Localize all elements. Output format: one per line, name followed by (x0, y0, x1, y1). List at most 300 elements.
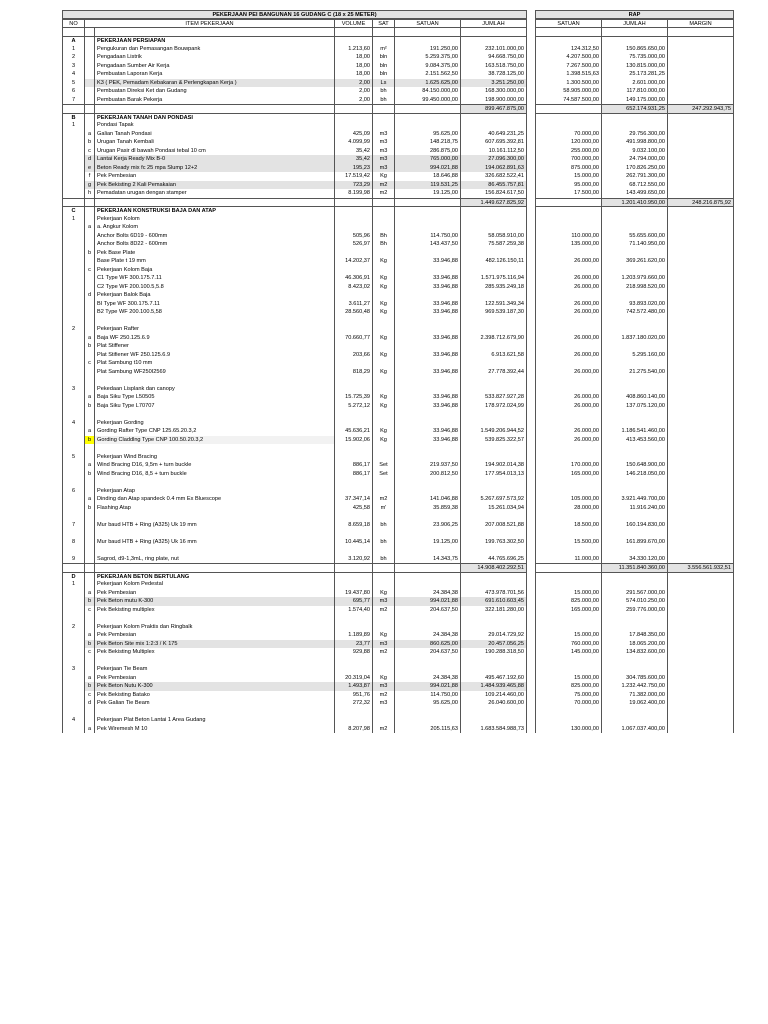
cell-margin (667, 138, 734, 147)
cell-sub: b (84, 138, 94, 147)
cell-rap-jumlah: 19.062.400,00 (601, 699, 667, 708)
cell-no (62, 691, 84, 700)
cell-volume (334, 563, 372, 572)
cell-satuan: 119.531,25 (394, 181, 460, 190)
cell-sat (372, 572, 394, 581)
cell-no (62, 164, 84, 173)
cell-volume (334, 206, 372, 215)
cell-rap-satuan: 1.398.515,63 (535, 70, 601, 79)
cell-rap-jumlah: 408.860.140,00 (601, 393, 667, 402)
cell-item: Anchor Bolts 6D19 - 600mm (94, 232, 334, 241)
cell-jumlah: 473.978.701,56 (460, 589, 527, 598)
cell-item (94, 657, 334, 666)
cell-margin (667, 45, 734, 54)
cell-satuan (394, 249, 460, 258)
table-row (62, 597, 734, 606)
cell-sat: bh (372, 87, 394, 96)
col-item: ITEM PEKERJAAN (84, 19, 334, 28)
cell-satuan (394, 410, 460, 419)
cell-sub (84, 665, 94, 674)
cell-margin (667, 461, 734, 470)
cell-sat (372, 198, 394, 207)
cell-no (62, 342, 84, 351)
cell-sat (372, 104, 394, 113)
cell-margin (667, 79, 734, 88)
cell-sub (84, 521, 94, 530)
cell-margin (667, 376, 734, 385)
cell-no (62, 291, 84, 300)
col-jumlah: JUMLAH (460, 19, 527, 28)
cell-jumlah (460, 249, 527, 258)
cell-jumlah: 20.457.056,25 (460, 640, 527, 649)
cell-no: 1 (62, 580, 84, 589)
cell-no (62, 512, 84, 521)
cell-volume: 818,29 (334, 368, 372, 377)
cell-volume: 695,77 (334, 597, 372, 606)
cell-satuan: 219.937,50 (394, 461, 460, 470)
cell-sub: b (84, 402, 94, 411)
cell-no (62, 606, 84, 615)
cell-rap-satuan (535, 453, 601, 462)
cell-sub: b (84, 436, 94, 445)
cell-satuan: 24.384,38 (394, 589, 460, 598)
cell-volume (334, 121, 372, 130)
cell-satuan (394, 487, 460, 496)
cell-satuan: 33.946,88 (394, 436, 460, 445)
cell-volume (334, 28, 372, 37)
cell-jumlah: 495.467.192,60 (460, 674, 527, 683)
cell-sub (84, 614, 94, 623)
table-row (62, 87, 734, 96)
cell-margin (667, 623, 734, 632)
table-row (62, 62, 734, 71)
cell-item: Pekerjaan Tie Beam (94, 665, 334, 674)
table-row (62, 580, 734, 589)
cell-sat: Bh (372, 232, 394, 241)
cell-margin (667, 155, 734, 164)
cell-no (62, 436, 84, 445)
cell-sub (84, 70, 94, 79)
cell-rap-jumlah: 1.837.180.020,00 (601, 334, 667, 343)
cell-jumlah: 899.467.875,00 (460, 104, 527, 113)
table-row (62, 147, 734, 156)
cell-rap-satuan: 11.000,00 (535, 555, 601, 564)
cell-satuan (394, 716, 460, 725)
cell-volume (334, 478, 372, 487)
cell-rap-satuan: 26.000,00 (535, 427, 601, 436)
table-row (62, 521, 734, 530)
cell-item: Lantai Kerja Ready Mix B-0 (94, 155, 334, 164)
cell-sub (84, 257, 94, 266)
cell-sub: b (84, 249, 94, 258)
cell-satuan: 286.875,00 (394, 147, 460, 156)
cell-sat (372, 113, 394, 122)
cell-item: Sagrod, d9-1,3mL, ring plate, nut (94, 555, 334, 564)
cell-volume (334, 623, 372, 632)
cell-sub (84, 283, 94, 292)
table-row (62, 351, 734, 360)
cell-sub (84, 546, 94, 555)
cell-rap-satuan (535, 623, 601, 632)
cell-rap-jumlah (601, 546, 667, 555)
cell-rap-jumlah: 29.756.300,00 (601, 130, 667, 139)
cell-rap-satuan (535, 104, 601, 113)
cell-jumlah (460, 487, 527, 496)
cell-item: Beton Ready mix fc 25 mpa Slump 12+2 (94, 164, 334, 173)
cell-volume: 1.493,87 (334, 682, 372, 691)
cell-margin (667, 487, 734, 496)
cell-sat: m3 (372, 138, 394, 147)
cell-margin (667, 206, 734, 215)
section-row (62, 36, 734, 45)
cell-satuan: 33.946,88 (394, 368, 460, 377)
cell-margin (667, 249, 734, 258)
cell-satuan: 204.637,50 (394, 606, 460, 615)
cell-sat: m3 (372, 597, 394, 606)
cell-sub (84, 657, 94, 666)
table-row (62, 172, 734, 181)
table-row (62, 470, 734, 479)
cell-jumlah (460, 614, 527, 623)
cell-volume (334, 453, 372, 462)
cell-rap-jumlah: 1.186.541.460,00 (601, 427, 667, 436)
cell-sub (84, 198, 94, 207)
cell-sat: m' (372, 504, 394, 513)
cell-rap-jumlah (601, 28, 667, 37)
cell-sat: m2 (372, 181, 394, 190)
cell-volume: 2,00 (334, 79, 372, 88)
cell-volume (334, 385, 372, 394)
cell-satuan: 204.637,50 (394, 648, 460, 657)
cell-rap-satuan (535, 665, 601, 674)
cell-sat (372, 36, 394, 45)
cell-rap-satuan (535, 478, 601, 487)
cell-margin (667, 648, 734, 657)
cell-item: Pek Pembesian (94, 589, 334, 598)
cell-no (62, 28, 84, 37)
cell-jumlah (460, 28, 527, 37)
cell-no: 4 (62, 419, 84, 428)
cell-satuan: 9.084.375,00 (394, 62, 460, 71)
cell-volume (334, 665, 372, 674)
cell-satuan (394, 121, 460, 130)
cell-no (62, 708, 84, 717)
cell-volume: 8.659,18 (334, 521, 372, 530)
cell-jumlah (460, 623, 527, 632)
cell-margin: 247.292.943,75 (667, 104, 734, 113)
cell-sub: b (84, 640, 94, 649)
cell-rap-jumlah (601, 291, 667, 300)
cell-no (62, 427, 84, 436)
cell-volume (334, 198, 372, 207)
cell-sub (84, 385, 94, 394)
cell-volume: 951,76 (334, 691, 372, 700)
table-row (62, 70, 734, 79)
cell-satuan: 2.151.562,50 (394, 70, 460, 79)
cell-no: A (62, 36, 84, 45)
table-row (62, 640, 734, 649)
cell-item: Pekerjaan Wind Bracing (94, 453, 334, 462)
cell-item: Pek Bekisting multiplex (94, 606, 334, 615)
cell-sat (372, 716, 394, 725)
cell-no: B (62, 113, 84, 122)
cell-margin (667, 665, 734, 674)
cell-item (94, 104, 334, 113)
cell-item: Wind Bracing D16, 8,5 + turn buckle (94, 470, 334, 479)
cell-sub (84, 96, 94, 105)
cell-sub (84, 572, 94, 581)
cell-volume (334, 376, 372, 385)
cell-margin (667, 504, 734, 513)
cell-volume: 46.306,91 (334, 274, 372, 283)
cell-margin (667, 70, 734, 79)
cell-margin (667, 283, 734, 292)
cell-volume: 17.519,42 (334, 172, 372, 181)
cell-no: 4 (62, 716, 84, 725)
cell-sat (372, 266, 394, 275)
cell-sub: c (84, 648, 94, 657)
cell-jumlah (460, 512, 527, 521)
cell-rap-satuan (535, 342, 601, 351)
cell-rap-satuan: 26.000,00 (535, 368, 601, 377)
cell-volume (334, 291, 372, 300)
cell-item: Pengadaan Sumber Air Kerja (94, 62, 334, 71)
cell-no: 2 (62, 623, 84, 632)
cell-rap-satuan: 74.587.500,00 (535, 96, 601, 105)
cell-jumlah (460, 291, 527, 300)
cell-sub: a (84, 495, 94, 504)
sheet-title: PEKERJAAN PEI BANGUNAN 16 GUDANG C (18 x 25 METER) (62, 10, 527, 19)
cell-rap-jumlah: 742.572.480,00 (601, 308, 667, 317)
cell-rap-jumlah: 11.351.840.360,00 (601, 563, 667, 572)
cell-margin (667, 36, 734, 45)
cell-rap-satuan (535, 28, 601, 37)
cell-sat: bh (372, 521, 394, 530)
table-row (62, 138, 734, 147)
cell-volume: 425,58 (334, 504, 372, 513)
cell-item: Flashing Atap (94, 504, 334, 513)
cell-volume: 20.319,04 (334, 674, 372, 683)
cell-sat: Kg (372, 589, 394, 598)
cell-sub (84, 87, 94, 96)
cell-satuan (394, 708, 460, 717)
cell-rap-satuan (535, 614, 601, 623)
cell-volume: 3.120,92 (334, 555, 372, 564)
cell-satuan: 33.946,88 (394, 351, 460, 360)
cell-no (62, 283, 84, 292)
cell-rap-satuan (535, 376, 601, 385)
cell-sat: bh (372, 538, 394, 547)
cell-volume: 23,77 (334, 640, 372, 649)
cell-no: 1 (62, 215, 84, 224)
cell-satuan: 994.021,88 (394, 164, 460, 173)
table-row (62, 359, 734, 368)
cell-rap-jumlah: 117.810.000,00 (601, 87, 667, 96)
cell-jumlah (460, 657, 527, 666)
cell-rap-satuan (535, 385, 601, 394)
cell-sub: h (84, 189, 94, 198)
cell-jumlah (460, 121, 527, 130)
cell-jumlah: 1.571.975.116,94 (460, 274, 527, 283)
cell-sub (84, 419, 94, 428)
cell-rap-jumlah: 55.655.600,00 (601, 232, 667, 241)
cell-margin (667, 359, 734, 368)
cell-jumlah: 2.398.712.679,90 (460, 334, 527, 343)
cell-no: 1 (62, 121, 84, 130)
cell-satuan (394, 623, 460, 632)
cell-sub: a (84, 631, 94, 640)
cell-rap-jumlah: 259.776.000,00 (601, 606, 667, 615)
cell-rap-jumlah: 21.275.540,00 (601, 368, 667, 377)
cell-volume: 14.202,37 (334, 257, 372, 266)
cell-sat (372, 206, 394, 215)
cell-sub (84, 232, 94, 241)
cell-item: Base Plate t 19 mm (94, 257, 334, 266)
cell-volume (334, 572, 372, 581)
cell-item: Pengadaan Listrik (94, 53, 334, 62)
cell-margin (667, 691, 734, 700)
cell-sat: m2 (372, 648, 394, 657)
cell-no (62, 104, 84, 113)
cell-rap-jumlah: 24.794.000,00 (601, 155, 667, 164)
cell-rap-jumlah (601, 266, 667, 275)
cell-no: 3 (62, 665, 84, 674)
cell-volume (334, 529, 372, 538)
cell-satuan: 33.946,88 (394, 300, 460, 309)
cell-no (62, 274, 84, 283)
cell-rap-satuan (535, 291, 601, 300)
cell-sat: m2 (372, 725, 394, 734)
cell-no (62, 359, 84, 368)
cell-item: Pek Wiremesh M 10 (94, 725, 334, 734)
cell-sub (84, 308, 94, 317)
cell-item: Mur baud HTB + Ring (A325) Uk 19 mm (94, 521, 334, 530)
cell-margin (667, 512, 734, 521)
cell-rap-jumlah: 160.194.830,00 (601, 521, 667, 530)
cell-sat (372, 325, 394, 334)
table-row (62, 79, 734, 88)
table-row (62, 240, 734, 249)
cell-sat: m3 (372, 147, 394, 156)
cell-sub (84, 53, 94, 62)
cell-volume: 8.207,98 (334, 725, 372, 734)
cell-jumlah: 232.101.000,00 (460, 45, 527, 54)
cell-satuan (394, 419, 460, 428)
cell-jumlah: 194.902.014,38 (460, 461, 527, 470)
table-row (62, 716, 734, 725)
cell-satuan: 14.343,75 (394, 555, 460, 564)
cell-jumlah (460, 206, 527, 215)
cell-sub: a (84, 223, 94, 232)
cell-rap-satuan (535, 317, 601, 326)
cell-jumlah: 207.008.521,88 (460, 521, 527, 530)
cell-volume: 35,42 (334, 147, 372, 156)
cell-item (94, 478, 334, 487)
cell-satuan (394, 563, 460, 572)
cell-margin (667, 28, 734, 37)
cell-rap-satuan: 825.000,00 (535, 597, 601, 606)
cell-no: 3 (62, 385, 84, 394)
cell-rap-satuan: 165.000,00 (535, 470, 601, 479)
cell-sat (372, 291, 394, 300)
cell-jumlah (460, 716, 527, 725)
cell-volume: 526,97 (334, 240, 372, 249)
cell-sub (84, 274, 94, 283)
cell-jumlah: 539.825.322,57 (460, 436, 527, 445)
cell-margin (667, 521, 734, 530)
cell-sub (84, 716, 94, 725)
cell-no (62, 138, 84, 147)
cell-no (62, 198, 84, 207)
cell-jumlah: 3.251.250,00 (460, 79, 527, 88)
cell-margin (667, 257, 734, 266)
cell-satuan (394, 104, 460, 113)
cell-rap-satuan: 15.000,00 (535, 589, 601, 598)
cell-rap-jumlah: 149.175.000,00 (601, 96, 667, 105)
cell-rap-jumlah: 5.295.160,00 (601, 351, 667, 360)
cell-sat: Kg (372, 283, 394, 292)
cell-satuan (394, 266, 460, 275)
cell-margin (667, 96, 734, 105)
cell-margin (667, 147, 734, 156)
cell-jumlah: 6.913.621,58 (460, 351, 527, 360)
cell-volume (334, 359, 372, 368)
cell-satuan: 33.946,88 (394, 402, 460, 411)
table-row (62, 121, 734, 130)
cell-rap-satuan (535, 410, 601, 419)
cell-rap-satuan (535, 113, 601, 122)
cell-no (62, 444, 84, 453)
cell-rap-jumlah: 369.261.620,00 (601, 257, 667, 266)
cell-volume (334, 708, 372, 717)
cell-sub (84, 478, 94, 487)
cell-satuan (394, 385, 460, 394)
cell-jumlah: 40.649.231,25 (460, 130, 527, 139)
cell-no (62, 461, 84, 470)
cell-sub (84, 529, 94, 538)
cell-rap-jumlah: 68.712.550,00 (601, 181, 667, 190)
cell-rap-jumlah: 170.826.250,00 (601, 164, 667, 173)
cell-no (62, 631, 84, 640)
table-row (62, 504, 734, 513)
cell-sub: d (84, 699, 94, 708)
cell-satuan (394, 317, 460, 326)
cell-jumlah: 26.040.600,00 (460, 699, 527, 708)
cell-jumlah: 1.683.584.988,73 (460, 725, 527, 734)
cell-rap-satuan: 26.000,00 (535, 274, 601, 283)
cell-item (94, 512, 334, 521)
cell-jumlah (460, 410, 527, 419)
cell-item: Pek Bekisting Multiplex (94, 648, 334, 657)
cell-satuan: 84.150.000,00 (394, 87, 460, 96)
cell-no (62, 393, 84, 402)
cell-item: Gording Claddlng Type CNP 100.50.20.3,2 (94, 436, 334, 445)
cell-sat (372, 512, 394, 521)
cell-margin (667, 538, 734, 547)
cell-rap-jumlah (601, 580, 667, 589)
cell-rap-jumlah: 1.201.410.950,00 (601, 198, 667, 207)
cell-item: Pembuatan Direksi Ket dan Gudang (94, 87, 334, 96)
cell-item: Pekerjaan Kolom Baja (94, 266, 334, 275)
cell-rap-jumlah (601, 665, 667, 674)
cell-sat (372, 478, 394, 487)
cell-item (94, 529, 334, 538)
cell-sat (372, 623, 394, 632)
cell-jumlah (460, 580, 527, 589)
cell-sat: m3 (372, 682, 394, 691)
cell-sub (84, 45, 94, 54)
section-row (62, 206, 734, 215)
